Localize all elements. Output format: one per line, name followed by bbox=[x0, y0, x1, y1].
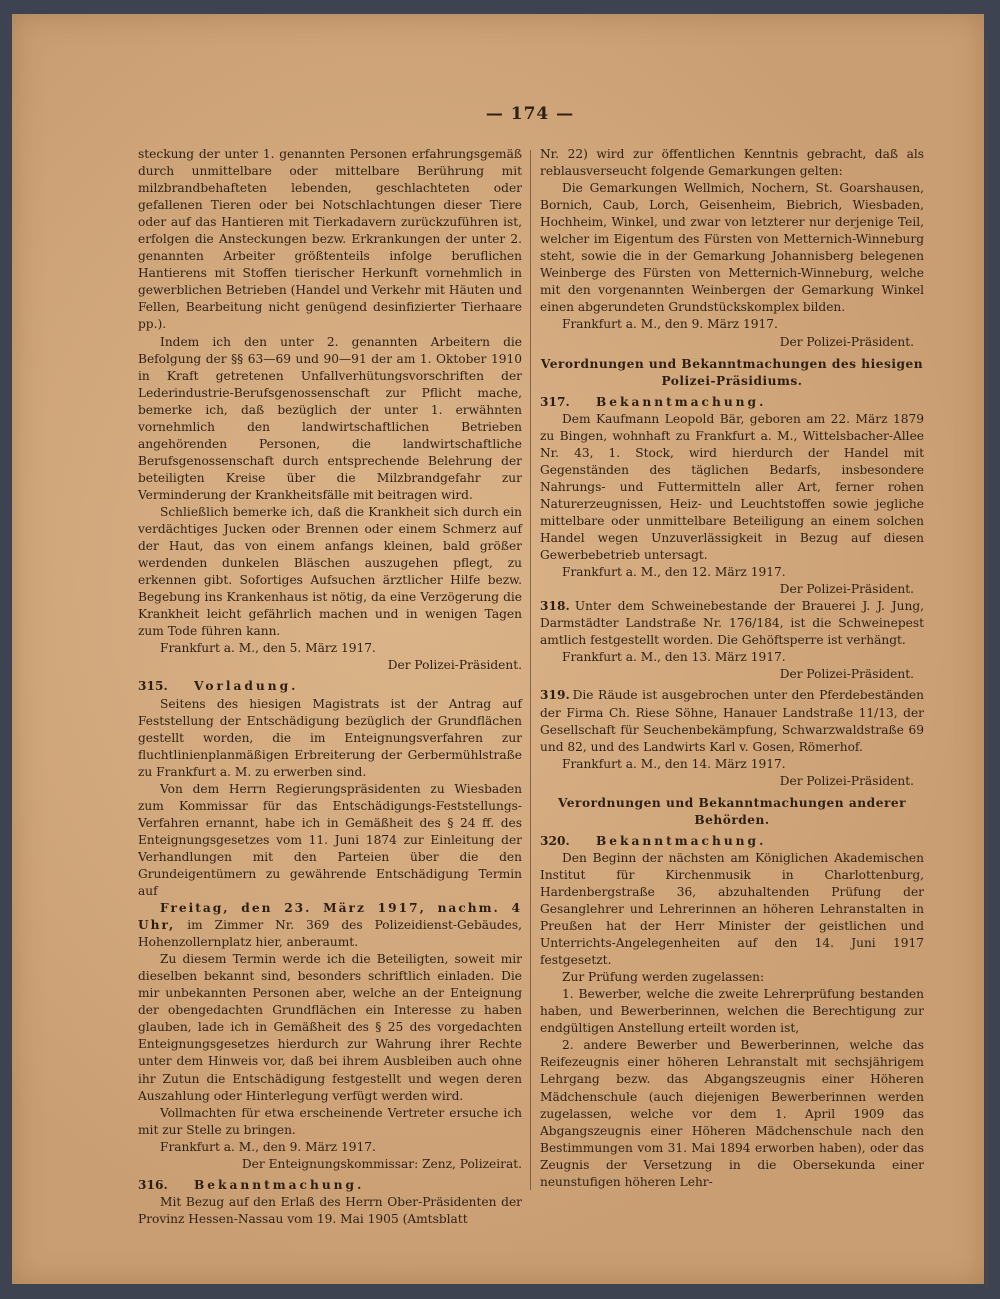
date-line: Frankfurt a. M., den 5. März 1917. bbox=[160, 641, 376, 656]
section-number: 320. bbox=[540, 833, 570, 848]
paragraph: Die Räude ist ausgebrochen unter den Pferdebeständen der Firma Ch. Riese Söhne, Hanauer Landstraße 11/13, der Gesellschaft für Seuchenbekämpfung, Schwarzwaldstraße 69 und 82, und des Landwirts Karl v. Gosen, Römerhof. bbox=[540, 688, 924, 754]
appointment-date: Freitag, den 23. März 1917, nachm. 4 Uhr, bbox=[138, 901, 522, 933]
paragraph: Zu diesem Termin werde ich die Beteiligten, soweit mir dieselben bekannt sind, besonders schriftlich einladen. Die mir unbekannten Personen aber, welche an der Enteignung der obengedachten Grundflächen ein Interesse zu haben glauben, lade ich in Gemäßheit des § 25 des vorgedachten Enteignungsgesetzes hierdurch zur Wahrung ihrer Rechte unter dem Hinweis vor, daß bei ihrem Ausbleiben auch ohne ihr Zutun die Entschädigung festgestellt und wegen deren Auszahlung oder Hinterlegung verfügt werden wird. bbox=[138, 952, 522, 1103]
paragraph: Dem Kaufmann Leopold Bär, geboren am 22. März 1879 zu Bingen, wohnhaft zu Frankfurt a. M., Wittelsbacher-Allee Nr. 43, 1. Stock, wird hierdurch der Handel mit Gegenständen des täglichen Bedarfs, insbesondere Nahrungs- und Futtermitteln aller Art, ferner rohen Naturerzeugnissen, Heiz- und Leuchtstoffen sowie jegliche mittelbare oder unmittelbare Beteiligung an einem solchen Handel wegen Unzuverlässigkeit in Bezug auf diesen Gewerbebetrieb untersagt. bbox=[540, 411, 924, 563]
paragraph: Schließlich bemerke ich, daß die Krankheit sich durch ein verdächtiges Jucken oder Brennen oder einem Schmerz auf der Haut, das von einem anfangs kleinen, bald größer werdenden dunkelen Bläschen auszugehen pflegt, zu erkennen gibt. Sofortiges Aufsuchen ärztlicher Hilfe bezw. Begebung ins Krankenhaus ist nötig, da eine Verzögerung die Krankheit leicht gefährlich machen und in wenigen Tagen zum Tode führen kann. bbox=[138, 504, 522, 639]
paragraph: Mit Bezug auf den Erlaß des Herrn Ober-Präsidenten der Provinz Hessen-Nassau vom 19. Mai 1905 (Amtsblatt bbox=[138, 1194, 522, 1226]
paragraph: 2. andere Bewerber und Bewerberinnen, welche das Reifezeugnis einer höheren Lehranstalt mit sechsjährigem Lehrgang bezw. das Abgangszeugnis einer Höheren Mädchenschule (auch diejenigen Bewerberinnen werden zugelassen, welche vor dem 1. April 1909 das Abgangszeugnis einer Höheren Mädchenschule nach den Bestimmungen vom 31. Mai 1894 erworben haben), oder das Zeugnis der Versetzung in die Obersekunda einer neunstufigen höheren Lehr- bbox=[540, 1038, 924, 1189]
signature: Der Polizei-Präsident. bbox=[387, 658, 522, 673]
section-number: 316. bbox=[138, 1177, 168, 1192]
section-heading: Verordnungen und Bekanntmachungen des hiesigen Polizei-Präsidiums. bbox=[540, 356, 924, 388]
section-320-header bbox=[540, 833, 924, 850]
section-number: 317. bbox=[540, 394, 570, 409]
paragraph: Seitens des hiesigen Magistrats ist der Antrag auf Feststellung der Entschädigung bezüglich der Grundflächen gestellt worden, die im Enteignungsverfahren zur fluchtlinienplanmäßigen Erbreiterung der Gerbermühlstraße zu Frankfurt a. M. zu erwerben sind. bbox=[138, 696, 522, 779]
section-315-header bbox=[138, 678, 522, 695]
signature: Der Polizei-Präsident. bbox=[779, 667, 914, 682]
paragraph: Zur Prüfung werden zugelassen: bbox=[562, 970, 765, 985]
date-line: Frankfurt a. M., den 14. März 1917. bbox=[562, 756, 786, 771]
signature: Der Enteignungskommissar: Zenz, Polizeirat. bbox=[241, 1156, 522, 1171]
section-title: Bekanntmachung. bbox=[194, 1177, 365, 1192]
paragraph: Unter dem Schweinebestande der Brauerei J. J. Jung, Darmstädter Landstraße Nr. 176/184, ist die Schweinepest amtlich festgestellt worden. Die Gehöftsperre ist verhängt. bbox=[540, 599, 924, 648]
section-heading: Verordnungen und Bekanntmachungen anderer Behörden. bbox=[557, 795, 907, 827]
paragraph: Von dem Herrn Regierungspräsidenten zu Wiesbaden zum Kommissar für das Entschädigungs-Feststellungs-Verfahren ernannt, habe ich in Gemäßheit des § 24 ff. des Enteignungsgesetzes vom 11. Juni 1874 zur Einleitung der Verhandlungen mit den Parteien über die den Grundeigentümern zu gewährende Entschädigung Termin auf bbox=[138, 781, 522, 899]
section-title: Bekanntmachung. bbox=[596, 833, 767, 848]
date-line: Frankfurt a. M., den 9. März 1917. bbox=[562, 317, 778, 332]
paragraph: Den Beginn der nächsten am Königlichen Akademischen Institut für Kirchenmusik in Charlottenburg, Hardenbergstraße 36, abzuhaltenden Prüfung der Gesanglehrer und Lehrerinnen an höheren Lehranstalten in Preußen hat der Herr Minister der geistlichen und Unterrichts-Angelegenheiten auf den 14. Juni 1917 festgesetzt. bbox=[540, 850, 924, 968]
appointment-place: im Zimmer Nr. 369 des Polizeidienst-Gebäudes, Hohenzollernplatz hier, anberaumt. bbox=[138, 918, 522, 950]
left-column bbox=[138, 146, 522, 1228]
section-317-header bbox=[540, 394, 924, 411]
signature: Der Polizei-Präsident. bbox=[779, 582, 914, 597]
column-divider bbox=[530, 150, 531, 1190]
section-316-header bbox=[138, 1177, 522, 1194]
paragraph: Indem ich den unter 2. genannten Arbeitern die Befolgung der §§ 63—69 und 90—91 der am 1. Oktober 1910 in Kraft getretenen Unfallverhütungsvorschriften der Lederindustrie-Berufsgenossenschaft zur Pflicht mache, bemerke ich, daß bezüglich der unter 1. erwähnten vornehmlich den landwirtschaftlichen Betrieben angehörenden Personen, die landwirtschaftliche Berufsgenossenschaft durch entsprechende Belehrung der beteiligten Kreise über die Milzbrandgefahr zur Verminderung der Krankheitsfälle mit beitragen wird. bbox=[138, 334, 522, 502]
section-318 bbox=[540, 598, 924, 649]
date-line: Frankfurt a. M., den 13. März 1917. bbox=[562, 650, 786, 665]
right-column bbox=[540, 146, 924, 1191]
section-number: 318. bbox=[540, 599, 570, 614]
date-line: Frankfurt a. M., den 9. März 1917. bbox=[160, 1139, 376, 1154]
paragraph: Die Gemarkungen Wellmich, Nochern, St. Goarshausen, Bornich, Caub, Lorch, Geisenheim, Biebrich, Wiesbaden, Hochheim, Winkel, und zwar von letzterer nur derjenige Teil, welcher im Eigentum des Fürsten von Metternich-Winneburg steht, sowie die in der Gemarkung Johannisberg belegenen Weinberge des Fürsten von Metternich-Winneburg, welche mit den vorgenannten Weinbergen der Gemarkung Winkel einen abgerundeten Grundstückskomplex bilden. bbox=[540, 181, 924, 315]
paragraph bbox=[138, 900, 522, 951]
section-title: Bekanntmachung. bbox=[596, 394, 767, 409]
paragraph: steckung der unter 1. genannten Personen erfahrungsgemäß durch unmittelbare oder mittelbare Berührung mit milzbrandbehafteten lebenden, geschlachteten oder gefallenen Tieren oder bei Notschlachtungen dieser Tiere oder auf das Hantieren mit Tierkadavern zurückzuführen ist, erfolgen die Ansteckungen bezw. Erkrankungen der unter 2. genannten Arbeiter größtenteils infolge beruflichen Hantierens mit Stoffen tierischer Herkunft vornehmlich in gewerblichen Betrieben (Handel und Verkehr mit Häuten und Fellen, Bearbeitung nicht genügend desinfizierter Tierhaare pp.). bbox=[138, 147, 522, 332]
section-number: 315. bbox=[138, 679, 168, 694]
section-number: 319. bbox=[540, 688, 570, 703]
paragraph: 1. Bewerber, welche die zweite Lehrerprüfung bestanden haben, und Bewerberinnen, welchen die Berechtigung zur endgültigen Anstellung erteilt worden ist, bbox=[540, 987, 924, 1036]
section-319 bbox=[540, 687, 924, 755]
paragraph: Vollmachten für etwa erscheinende Vertreter ersuche ich mit zur Stelle zu bringen. bbox=[138, 1105, 522, 1137]
date-line: Frankfurt a. M., den 12. März 1917. bbox=[562, 565, 786, 580]
page-number: — 174 — bbox=[485, 104, 575, 124]
signature: Der Polizei-Präsident. bbox=[779, 334, 914, 349]
signature: Der Polizei-Präsident. bbox=[779, 773, 914, 788]
paragraph: Nr. 22) wird zur öffentlichen Kenntnis gebracht, daß als reblausverseucht folgende Gemarkungen gelten: bbox=[540, 147, 924, 179]
section-title: Vorladung. bbox=[194, 679, 299, 694]
